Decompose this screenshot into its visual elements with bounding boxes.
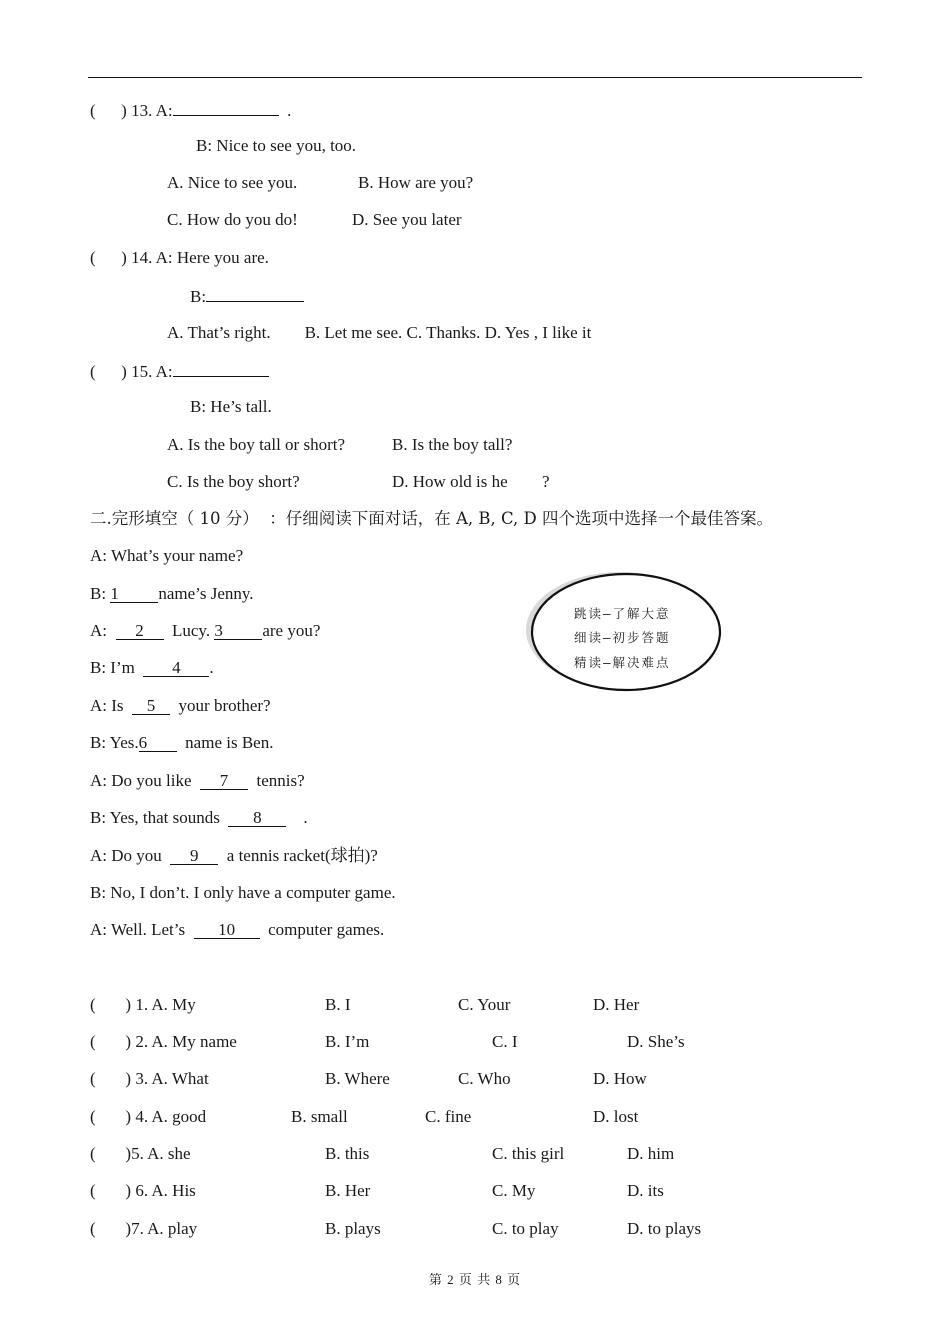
question-13 bbox=[90, 99, 291, 121]
cloze-blank-10[interactable]: 10 bbox=[194, 922, 260, 939]
choice-7-c: C. to play bbox=[492, 1219, 559, 1238]
choice-2-b: B. I’m bbox=[325, 1032, 370, 1051]
q13-option-d: D. See you later bbox=[352, 210, 462, 229]
choice-3-a: ( ) 3. A. What bbox=[90, 1069, 209, 1088]
cloze-blank-7[interactable]: 7 bbox=[200, 773, 248, 790]
cloze-blank-6[interactable]: 6 bbox=[139, 735, 177, 752]
cloze-blank-4[interactable]: 4 bbox=[143, 660, 209, 677]
dialog-line-7: A: Do you like 7 tennis? bbox=[90, 771, 305, 790]
cloze-blank-8[interactable]: 8 bbox=[228, 810, 286, 827]
cloze-blank-9[interactable]: 9 bbox=[170, 848, 218, 865]
choice-1-c: C. Your bbox=[458, 995, 511, 1014]
reading-tips-bubble bbox=[522, 566, 728, 696]
dialog-line-6: B: Yes.6 name is Ben. bbox=[90, 733, 274, 752]
q13-dot: . bbox=[287, 101, 292, 120]
choice-2-a: ( ) 2. A. My name bbox=[90, 1032, 237, 1051]
tip-skim: 跳读—了解大意 bbox=[574, 606, 671, 621]
q15-option-b: B. Is the boy tall? bbox=[392, 435, 513, 454]
header-rule bbox=[88, 77, 862, 78]
q13-option-b: B. How are you? bbox=[358, 173, 474, 192]
choice-7-b: B. plays bbox=[325, 1219, 381, 1238]
q13-prompt: ( ) 13. A: bbox=[90, 101, 173, 120]
dialog-line-3: A: 2 Lucy. 3 are you? bbox=[90, 621, 321, 640]
cloze-blank-5[interactable]: 5 bbox=[132, 698, 170, 715]
dialog-line-8: B: Yes, that sounds 8 . bbox=[90, 808, 308, 827]
cloze-blank-2[interactable]: 2 bbox=[116, 623, 164, 640]
choice-2-d: D. She’s bbox=[627, 1032, 685, 1051]
q15-option-d: D. How old is he bbox=[392, 472, 508, 491]
choice-4-b: B. small bbox=[291, 1107, 348, 1126]
dialog-line-1: A: What’s your name? bbox=[90, 546, 244, 565]
choice-1-d: D. Her bbox=[593, 995, 640, 1014]
q13-response: B: Nice to see you, too. bbox=[196, 136, 357, 155]
cloze-blank-3[interactable]: 3 bbox=[214, 623, 262, 640]
section-2-title: 二.完形填空（ 10 分） ：仔细阅读下面对话，在 A, B, C, D 四个选项中选择一个最佳答案。 bbox=[90, 509, 773, 528]
dialog-line-4: B: I’m 4 . bbox=[90, 658, 214, 677]
answer-blank[interactable] bbox=[173, 99, 279, 116]
q15-response: B: He’s tall. bbox=[190, 397, 272, 416]
choice-7-d: D. to plays bbox=[627, 1219, 702, 1238]
choice-1-b: B. I bbox=[325, 995, 351, 1014]
choice-6-d: D. its bbox=[627, 1181, 664, 1200]
choice-6-c: C. My bbox=[492, 1181, 536, 1200]
choice-4-a: ( ) 4. A. good bbox=[90, 1107, 207, 1126]
choice-1-a: ( ) 1. A. My bbox=[90, 995, 196, 1014]
q14-b-label: B: bbox=[190, 287, 207, 306]
q13-option-a: A. Nice to see you. bbox=[167, 173, 298, 192]
q15-option-a: A. Is the boy tall or short? bbox=[167, 435, 345, 454]
dialog-line-10: B: No, I don’t. I only have a computer game. bbox=[90, 883, 396, 902]
choice-6-b: B. Her bbox=[325, 1181, 371, 1200]
dialog-line-11: A: Well. Let’s 10 computer games. bbox=[90, 920, 385, 939]
answer-blank[interactable] bbox=[206, 285, 304, 302]
q15-prompt: ( ) 15. A: bbox=[90, 362, 173, 381]
q15-option-d-mark: ? bbox=[542, 472, 550, 491]
choice-3-c: C. Who bbox=[458, 1069, 511, 1088]
choice-5-d: D. him bbox=[627, 1144, 675, 1163]
tip-intensive: 精读—解决难点 bbox=[574, 655, 671, 670]
choice-2-c: C. I bbox=[492, 1032, 518, 1051]
q14-prompt: ( ) 14. A: Here you are. bbox=[90, 248, 269, 267]
choice-5-c: C. this girl bbox=[492, 1144, 565, 1163]
question-15 bbox=[90, 360, 269, 382]
q14-options: A. That’s right. B. Let me see. C. Thanks. D. Yes , I like it bbox=[167, 323, 592, 342]
dialog-line-5: A: Is 5 your brother? bbox=[90, 696, 271, 715]
cloze-blank-1[interactable]: 1 bbox=[110, 586, 158, 603]
answer-blank[interactable] bbox=[173, 360, 269, 377]
q14-response bbox=[190, 285, 304, 307]
dialog-line-2: B: 1 name’s Jenny. bbox=[90, 584, 254, 603]
dialog-line-9: A: Do you 9 a tennis racket(球拍)? bbox=[90, 846, 378, 865]
choice-7-a: ( )7. A. play bbox=[90, 1219, 198, 1238]
choice-3-b: B. Where bbox=[325, 1069, 390, 1088]
choice-3-d: D. How bbox=[593, 1069, 647, 1088]
choice-5-b: B. this bbox=[325, 1144, 370, 1163]
tip-read: 细读—初步答题 bbox=[574, 630, 671, 645]
q15-option-c: C. Is the boy short? bbox=[167, 472, 300, 491]
choice-6-a: ( ) 6. A. His bbox=[90, 1181, 196, 1200]
choice-4-d: D. lost bbox=[593, 1107, 639, 1126]
q13-option-c: C. How do you do! bbox=[167, 210, 298, 229]
choice-5-a: ( )5. A. she bbox=[90, 1144, 191, 1163]
choice-4-c: C. fine bbox=[425, 1107, 472, 1126]
page-footer: 第 2 页 共 8 页 bbox=[428, 1272, 522, 1287]
